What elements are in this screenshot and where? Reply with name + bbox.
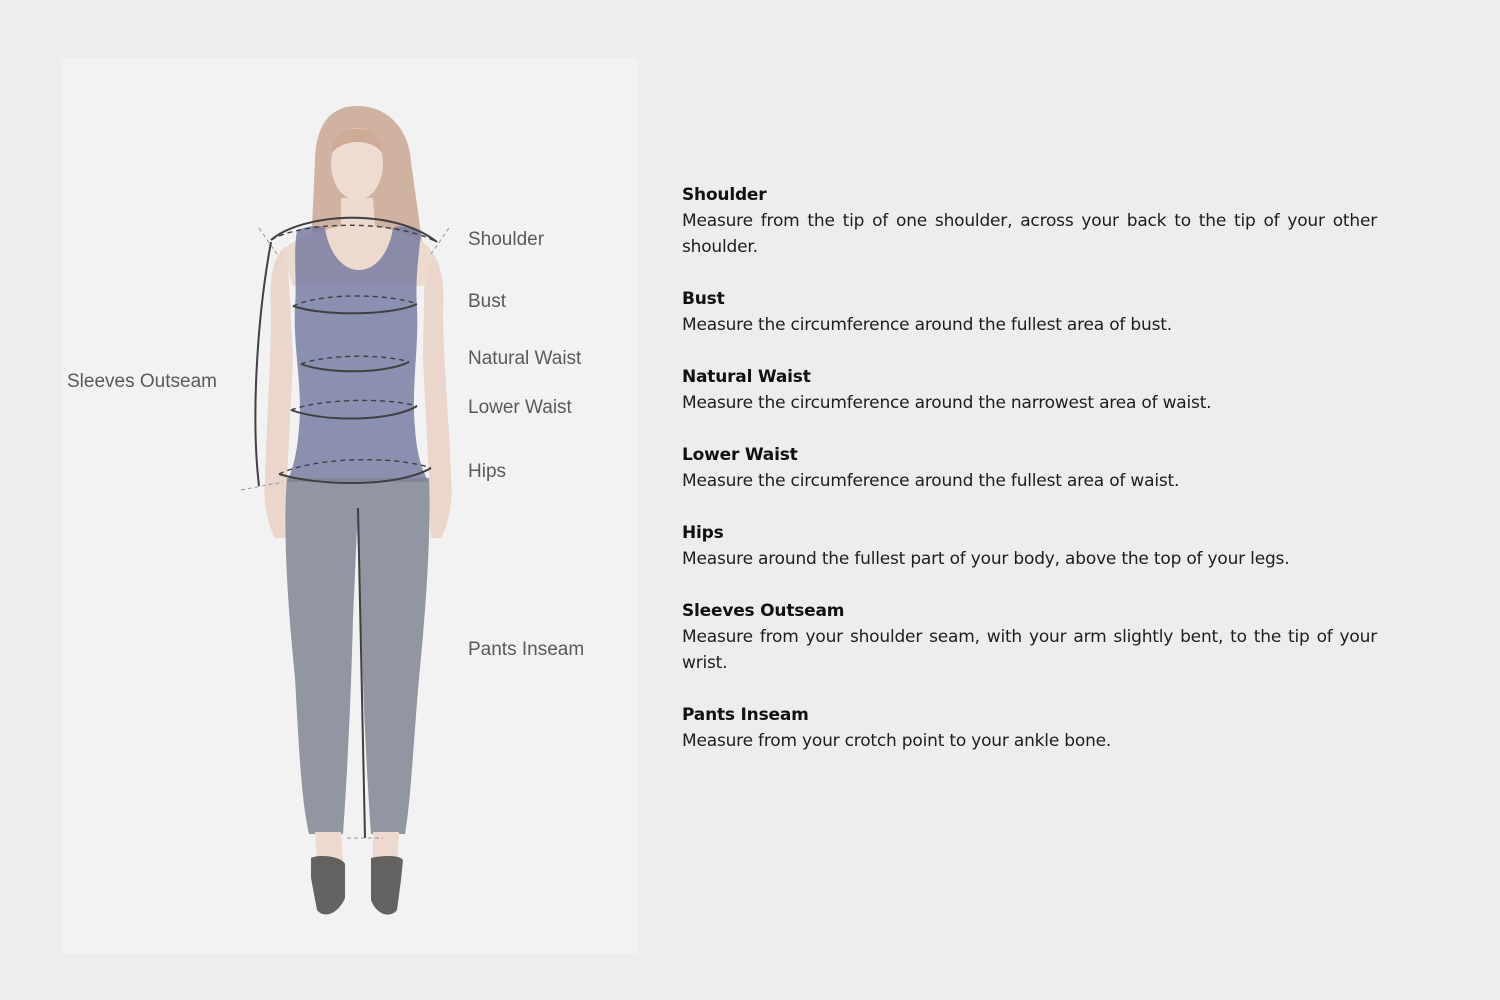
- guide-item-text: Measure the circumference around the narrowest area of waist.: [682, 393, 1212, 413]
- guide-item-title: Bust: [682, 289, 725, 309]
- guide-item-natural-waist: [682, 364, 1377, 416]
- guide-item-pants-inseam: [682, 702, 1377, 754]
- guide-item-bust: [682, 286, 1377, 338]
- hips-label: Hips: [468, 461, 507, 482]
- sleeves-outseam-label: Sleeves Outseam: [67, 371, 217, 392]
- guide-item-hips: [682, 520, 1377, 572]
- shoulder-label: Shoulder: [468, 229, 545, 250]
- natural-waist-label: Natural Waist: [468, 348, 582, 369]
- guide-item-sleeves-outseam: [682, 598, 1377, 676]
- guide-item-text: Measure from the tip of one shoulder, across your back to the tip of your other shoulder.: [682, 211, 1377, 257]
- bust-label: Bust: [468, 291, 507, 312]
- guide-item-title: Shoulder: [682, 185, 767, 205]
- measurement-guide: [682, 182, 1377, 780]
- measurement-figure-panel: [61, 58, 637, 954]
- guide-item-lower-waist: [682, 442, 1377, 494]
- guide-item-title: Pants Inseam: [682, 705, 809, 725]
- guide-item-text: Measure from your crotch point to your ankle bone.: [682, 731, 1112, 751]
- guide-item-shoulder: [682, 182, 1377, 260]
- body-measurement-illustration: [61, 58, 637, 954]
- guide-item-title: Sleeves Outseam: [682, 601, 845, 621]
- guide-item-title: Natural Waist: [682, 367, 811, 387]
- guide-item-text: Measure the circumference around the fullest area of bust.: [682, 315, 1172, 335]
- guide-item-text: Measure around the fullest part of your body, above the top of your legs.: [682, 549, 1290, 569]
- guide-item-title: Lower Waist: [682, 445, 798, 465]
- guide-item-title: Hips: [682, 523, 724, 543]
- pants-inseam-label: Pants Inseam: [468, 639, 585, 660]
- lower-waist-label: Lower Waist: [468, 397, 572, 418]
- guide-item-text: Measure the circumference around the fullest area of waist.: [682, 471, 1180, 491]
- guide-item-text: Measure from your shoulder seam, with your arm slightly bent, to the tip of your wrist.: [682, 627, 1377, 673]
